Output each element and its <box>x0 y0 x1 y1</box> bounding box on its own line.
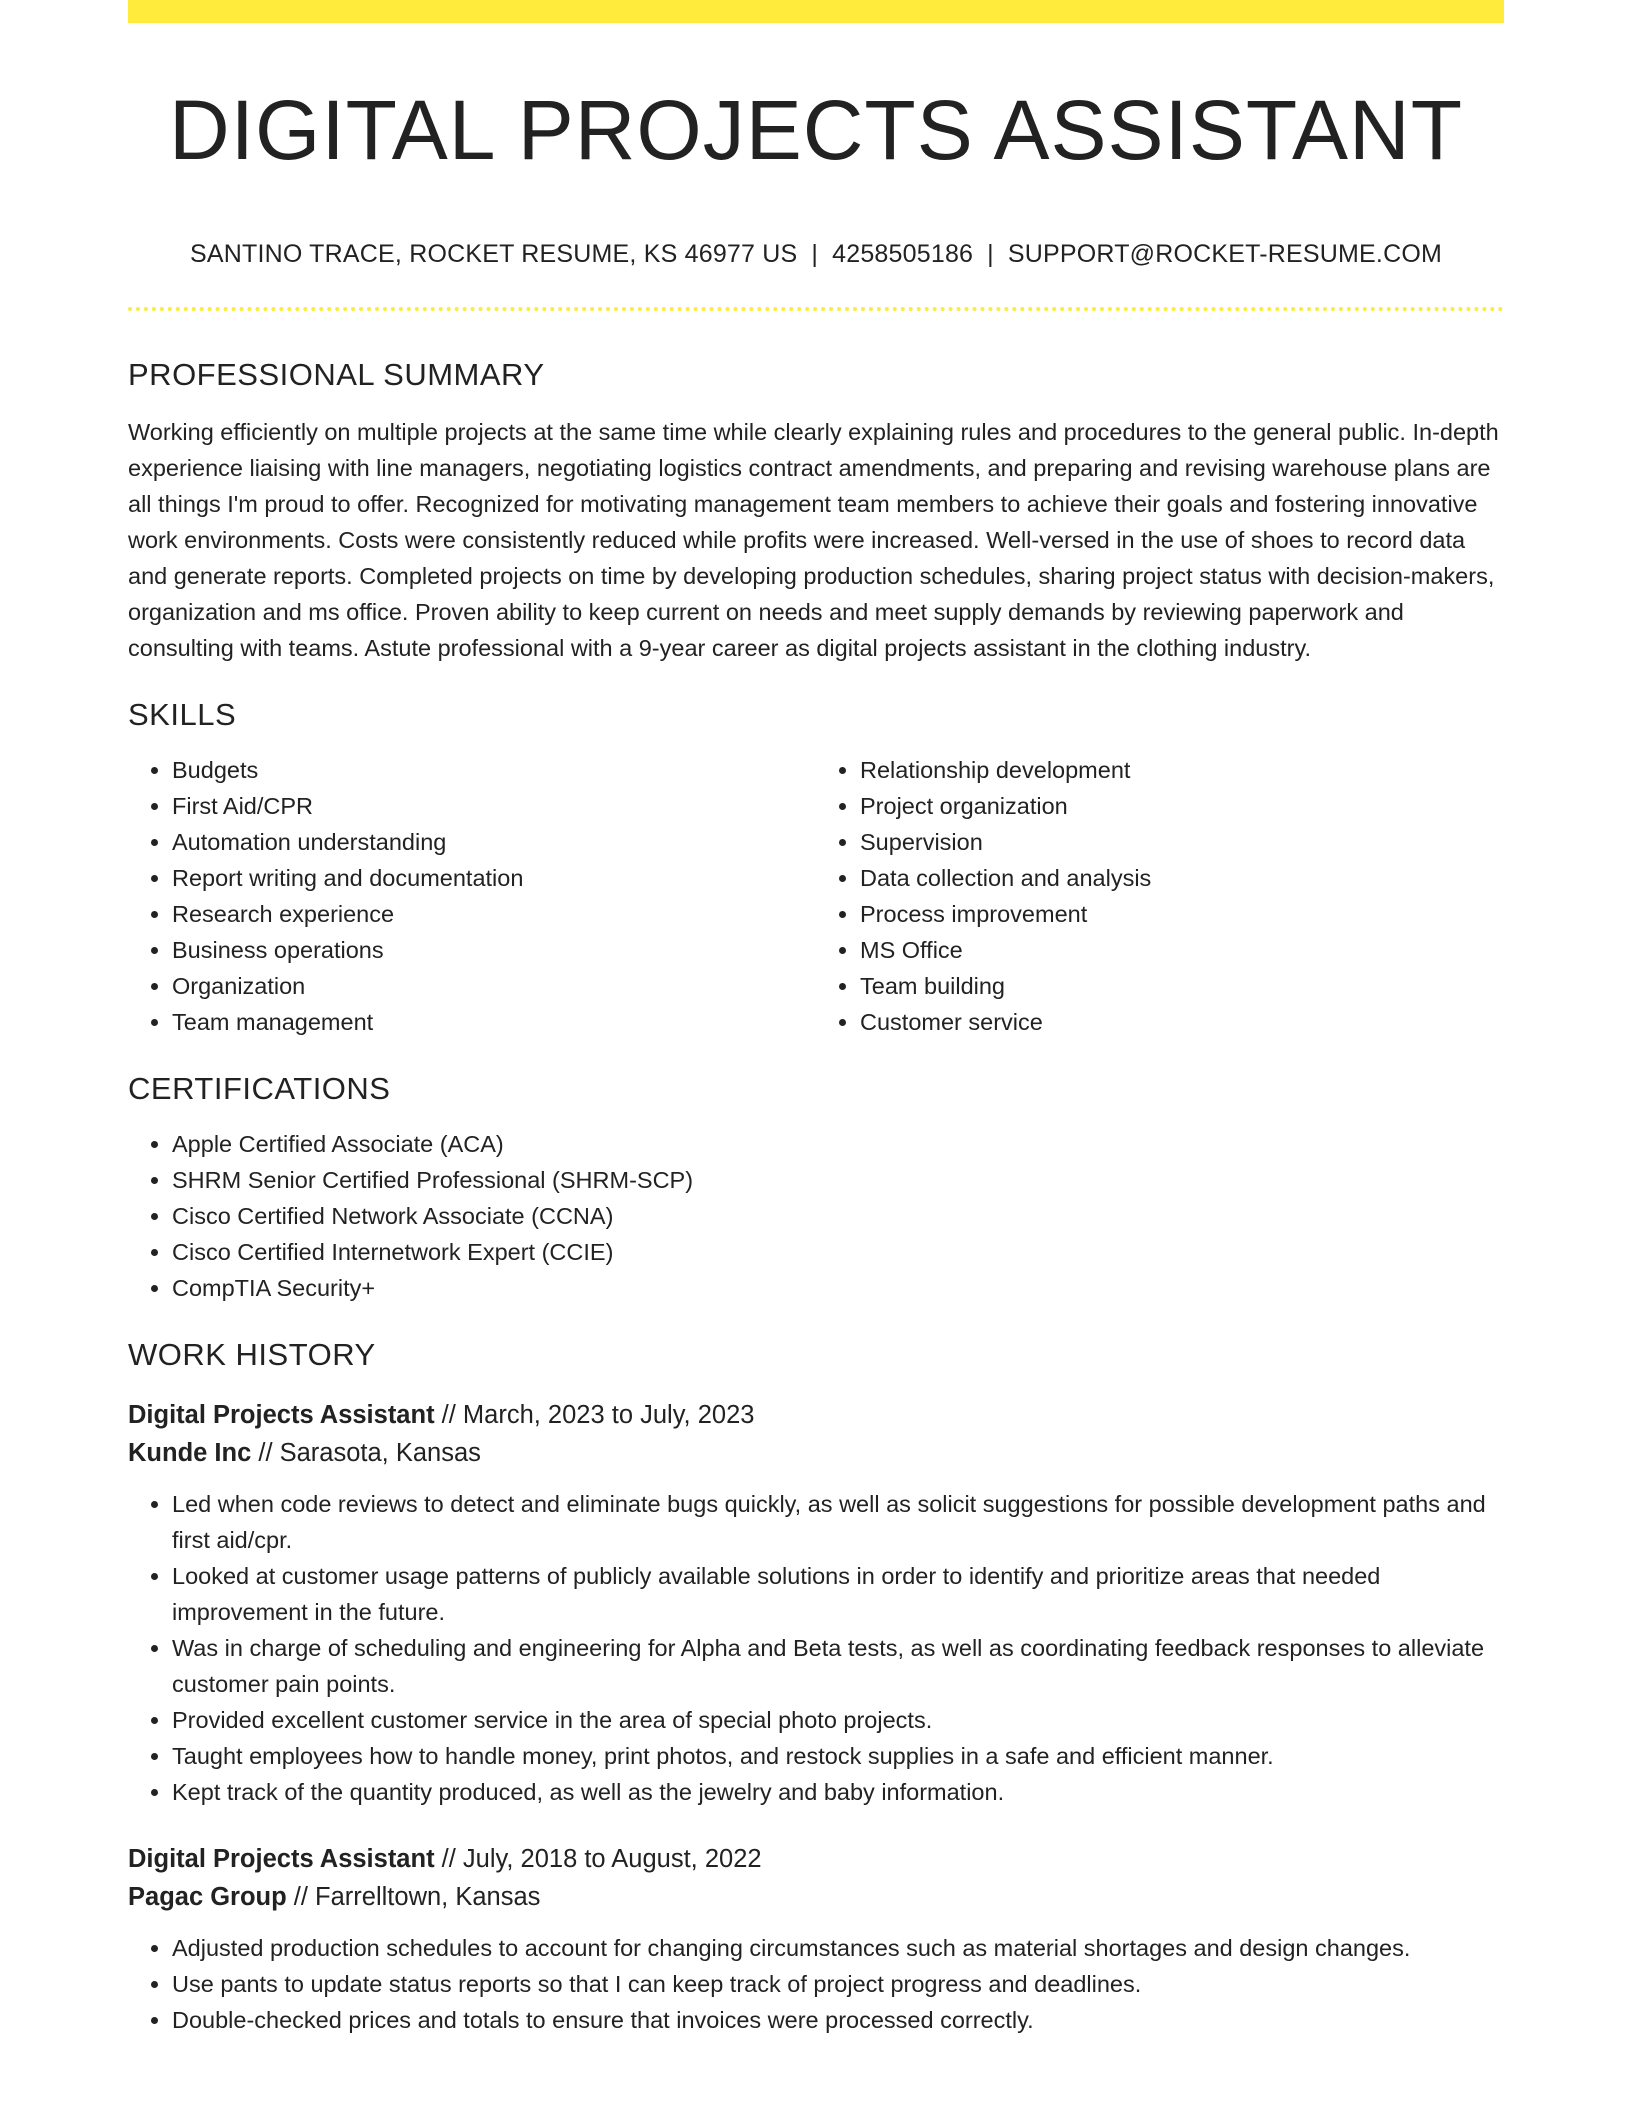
resume-body <box>128 354 1504 2038</box>
job-bullets <box>128 1930 1504 2038</box>
skill-item: • Organization <box>172 968 816 1004</box>
skills-list-left <box>128 752 816 1040</box>
header-divider <box>128 307 1504 311</box>
contact-separator: | <box>987 240 994 268</box>
contact-email: SUPPORT@ROCKET-RESUME.COM <box>1007 240 1443 268</box>
job-company-line <box>128 1434 1504 1472</box>
skill-item: • Business operations <box>172 932 816 968</box>
job-entry <box>128 1396 1504 1810</box>
job-company: Pagac Group <box>128 1883 287 1911</box>
job-bullet: • Provided excellent customer service in the area of special photo projects. <box>172 1702 1504 1738</box>
skill-item: • Report writing and documentation <box>172 860 816 896</box>
resume-title: DIGITAL PROJECTS ASSISTANT <box>169 83 1463 177</box>
skill-item: • Automation understanding <box>172 824 816 860</box>
job-header <box>128 1396 1504 1472</box>
skill-item: • Team building <box>860 968 1504 1004</box>
job-dates: // March, 2023 to July, 2023 <box>441 1401 755 1429</box>
certification-item: • CompTIA Security+ <box>172 1270 1504 1306</box>
top-accent-bar <box>128 0 1504 23</box>
skill-item: • Relationship development <box>860 752 1504 788</box>
contact-separator: | <box>811 240 819 268</box>
job-bullet: • Taught employees how to handle money, print photos, and restock supplies in a safe and efficient manner. <box>172 1738 1504 1774</box>
certification-item: • Cisco Certified Network Associate (CCNA) <box>172 1198 1504 1234</box>
job-location: // Farrelltown, Kansas <box>293 1883 541 1911</box>
job-bullets <box>128 1486 1504 1810</box>
job-location: // Sarasota, Kansas <box>258 1439 481 1467</box>
summary-text: Working efficiently on multiple projects at the same time while clearly explaining rules and procedures to the general public. In-depth experience liaising with line managers, negotiating logistics contract amendments, and preparing and revising warehouse plans are all things I'm proud to offer. Recognized for motivating management team members to achieve their goals and fostering innovative work environments. Costs were consistently reduced while profits were increased. Well-versed in the use of shoes to record data and generate reports. Completed projects on time by developing production schedules, sharing project status with decision-makers, organization and ms office. Proven ability to keep current on needs and meet supply demands by reviewing paperwork and consulting with teams. Astute professional with a 9-year career as digital projects assistant in the clothing industry. <box>128 419 1499 661</box>
skill-item: • Data collection and analysis <box>860 860 1504 896</box>
contact-address: SANTINO TRACE, ROCKET RESUME, KS 46977 US <box>189 240 798 268</box>
job-entry <box>128 1840 1504 2038</box>
job-bullet: • Was in charge of scheduling and engineering for Alpha and Beta tests, as well as coordinating feedback responses to alleviate customer pain points. <box>172 1630 1504 1702</box>
job-dates: // July, 2018 to August, 2022 <box>441 1845 762 1873</box>
skill-item: • Customer service <box>860 1004 1504 1040</box>
job-header <box>128 1840 1504 1916</box>
skill-item: • First Aid/CPR <box>172 788 816 824</box>
job-bullet: • Adjusted production schedules to account for changing circumstances such as material shortages and design changes. <box>172 1930 1504 1966</box>
skills-heading: SKILLS <box>128 697 237 732</box>
work-history-section <box>128 1334 1504 2038</box>
job-company: Kunde Inc <box>128 1439 252 1467</box>
work-history-heading: WORK HISTORY <box>128 1337 376 1372</box>
skills-columns <box>128 736 1504 1040</box>
skill-item: • Team management <box>172 1004 816 1040</box>
certification-item: • Apple Certified Associate (ACA) <box>172 1126 1504 1162</box>
certifications-heading: CERTIFICATIONS <box>128 1071 391 1106</box>
summary-heading: PROFESSIONAL SUMMARY <box>128 357 545 392</box>
job-bullet: • Use pants to update status reports so that I can keep track of project progress and deadlines. <box>172 1966 1504 2002</box>
job-title-line <box>128 1396 1504 1434</box>
job-bullet: • Led when code reviews to detect and eliminate bugs quickly, as well as solicit suggestions for possible development paths and first aid/cpr. <box>172 1486 1504 1558</box>
job-bullet: • Double-checked prices and totals to ensure that invoices were processed correctly. <box>172 2002 1504 2038</box>
job-title-line <box>128 1840 1504 1878</box>
skill-item: • Budgets <box>172 752 816 788</box>
job-bullet: • Looked at customer usage patterns of publicly available solutions in order to identify and prioritize areas that needed improvement in the future. <box>172 1558 1504 1630</box>
skill-item: • Process improvement <box>860 896 1504 932</box>
skill-item: • MS Office <box>860 932 1504 968</box>
contact-phone: 4258505186 <box>832 240 974 268</box>
skills-list-right <box>816 752 1504 1040</box>
job-title: Digital Projects Assistant <box>128 1845 435 1873</box>
summary-section <box>128 354 1504 666</box>
contact-line <box>128 236 1504 272</box>
certification-item: • Cisco Certified Internetwork Expert (CCIE) <box>172 1234 1504 1270</box>
skill-item: • Project organization <box>860 788 1504 824</box>
job-company-line <box>128 1878 1504 1916</box>
certifications-section <box>128 1068 1504 1306</box>
certifications-list <box>128 1126 1504 1306</box>
skills-section <box>128 694 1504 1040</box>
job-bullet: • Kept track of the quantity produced, as well as the jewelry and baby information. <box>172 1774 1504 1810</box>
certification-item: • SHRM Senior Certified Professional (SHRM-SCP) <box>172 1162 1504 1198</box>
skill-item: • Research experience <box>172 896 816 932</box>
job-title: Digital Projects Assistant <box>128 1401 435 1429</box>
skill-item: • Supervision <box>860 824 1504 860</box>
